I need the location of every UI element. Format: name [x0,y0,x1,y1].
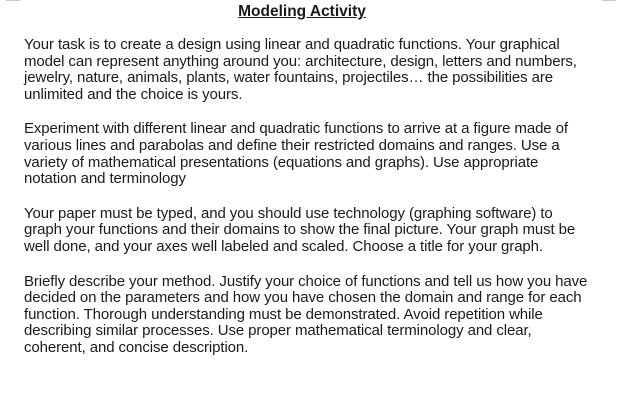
page-corner-mark-right [602,0,616,1]
paragraph-method: Briefly describe your method. Justify your choice of functions and tell us how you have decided on the parameters and how you have chosen the domain and range for each function. Thorough understanding must be demonstrated. Avoid repetition while describing similar processes. Use proper mathematical terminology and clear, coherent, and concise description. [24,272,588,356]
paragraph-experiment: Experiment with different linear and quadratic functions to arrive at a figure made of various lines and parabolas and define their restricted domains and ranges. Use a variety of mathematical presentations (equations and graphs). Use appropriate notation and terminology [24,120,568,188]
paragraph-task: Your task is to create a design using linear and quadratic functions. Your graphical model can represent anything around you: architecture, design, letters and numbers, jewelry, nature, animals, plants, water fountains, projectiles… the possibilities are unlimited and the choice is yours. [24,36,577,103]
paragraph-requirements: Your paper must be typed, and you should use technology (graphing software) to graph your functions and their domains to show the final picture. Your graph must be well done, and your axes well labeled and scaled. Choose a title for your graph. [24,204,576,255]
document-title: Modeling Activity [238,3,366,20]
document-body [24,37,590,357]
page-corner-mark-left [6,0,20,1]
